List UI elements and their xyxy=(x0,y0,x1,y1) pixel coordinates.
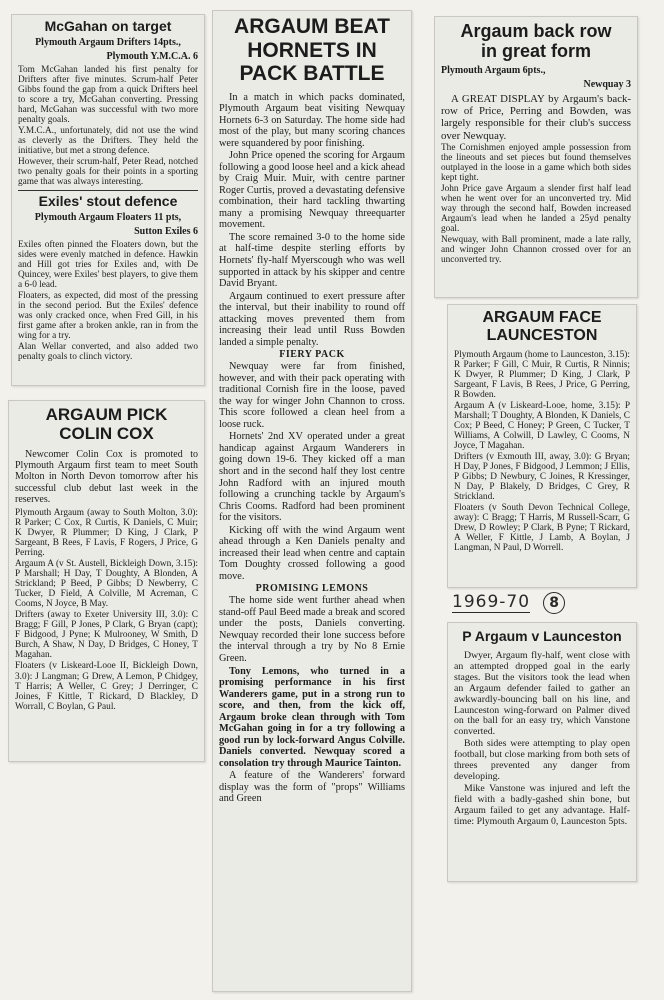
sheet-number: 8 xyxy=(543,592,565,614)
hornets-subheading: PROMISING LEMONS xyxy=(255,583,369,595)
launceston-paragraph: Mike Vanstone was injured and left the field with a badly-gashed shin bone, but Argaum failed to get any advantage. Half-time: Plymouth Argaum 0, Launceston 5pts. xyxy=(454,783,630,828)
face-team-list: Argaum A (v Liskeard-Looe, home, 3.15): P Marshall; T Doughty, A Blonden, K Daniels, C Cox; P Beed, C Honey; P Green, C Tucker, T Williams, A Colwill, D Lawley, C Cooms, N Joyce, T Magahan. xyxy=(454,400,630,452)
clipping-back-row xyxy=(434,16,638,298)
hornets-paragraph: Argaum continued to exert pressure after the interval, but their inability to round off attacking moves prevented them from increasing their lead until Russ Bowden landed a simple penalty. xyxy=(219,290,405,348)
hornets-paragraph: The score remained 3-0 to the home side at half-time despite sterling efforts by Hornets' fly-half Myerscough who was well supported in attack by his skipper and centre David Bryant. xyxy=(219,231,405,290)
clipping-hornets xyxy=(212,10,412,992)
handwritten-season-note xyxy=(452,592,632,618)
divider xyxy=(18,190,198,191)
clipping-argaum-face xyxy=(447,304,637,588)
cox-headline-line-2: COLIN COX xyxy=(59,424,154,444)
hornets-headline-line-3: PACK BATTLE xyxy=(239,62,385,86)
backrow-paragraph: Newquay, with Ball prominent, made a late rally, and winger John Channon crossed over for an unconverted try. xyxy=(441,234,631,265)
mcgahan-paragraph: Y.M.C.A., unfortunately, did not use the wind as cleverly as the Drifters. They held the initiative, but met a strong defence. xyxy=(18,125,198,156)
launceston-paragraph: Dwyer, Argaum fly-half, went close with an attempted dropped goal in the early stages. But the visitors took the lead when an Argaum defender failed to gather an awkwardly-bouncing ball on his line, and Launceston wing-forward on Palmer dived on the ball for an easy try, which Vanstone converted. xyxy=(454,649,630,738)
launceston-paragraph: Both sides were attempting to play open football, but close marking from both sets of threes prevented any danger from developing. xyxy=(454,738,630,783)
clipping-launceston-match xyxy=(447,622,637,882)
hornets-paragraph: A feature of the Wanderers' forward display was the form of "props" Williams and Green xyxy=(219,770,405,805)
launceston-headline: P Argaum v Launceston xyxy=(462,628,622,644)
exiles-score-away: Sutton Exiles 6 xyxy=(134,225,198,237)
hornets-headline-line-1: ARGAUM BEAT xyxy=(234,15,390,38)
hornets-paragraph: Newquay were far from finished, however, and with their pack operating with traditional Cornish fire in the loose, paved the way for winger John Channon to cross. This score followed a clean heel from a loose ruck. xyxy=(219,361,405,430)
exiles-paragraph: Exiles often pinned the Floaters down, but the sides were evenly matched in defence. Hawkin and Hill got tries for Exiles and, with De Quincey, were Exiles' best players, to give them a 6-0 lead. xyxy=(18,239,198,290)
hornets-paragraph: John Price opened the scoring for Argaum following a good loose heel and a kick ahead by Craig Muir. Muir, with centre partner Roger Curtis, proved a devastating defensive combination, their hard tackling thwarting many a promising Newquay threequarter movement. xyxy=(219,150,405,231)
face-headline-line-1: ARGAUM FACE xyxy=(482,309,602,326)
backrow-paragraph: John Price gave Argaum a slender first half lead when he went over for an unconverted try. Mid way through the second half, Bowden increased Argaum's lead when he landed a 25yd penalty goal. xyxy=(441,183,631,234)
hornets-paragraph: In a match in which packs dominated, Plymouth Argaum beat visiting Newquay Hornets 6-3 on Saturday. The home side had most of the play, but many scoring chances were squandered by poor finishing. xyxy=(219,91,405,149)
exiles-paragraph: Floaters, as expected, did most of the pressing in the second period. But the Exiles' defence was only cracked once, when Fred Gill, in his first game after a broken ankle, ran in from the wing for a try. xyxy=(18,290,198,341)
hornets-paragraph: Kicking off with the wind Argaum went ahead through a Ken Daniels penalty and increased their lead when centre and captain Tom Doughty crossed following a good move. xyxy=(219,524,405,582)
face-team-list: Drifters (v Exmouth III, away, 3.0): G Bryan; H Day, P Jones, F Bidgood, J Lemmon; J Ellis, P Gibbs; D Newbury, C Joines, R Kressinger, N Day, P Blakely, D Bridges, C Grey, R Strickland. xyxy=(454,452,630,503)
hornets-paragraph: Tony Lemons, who turned in a promising performance in his first Wanderers game, put in a strong run to score, and then, from the kick off, Argaum broke clean through with Tom McGahan going in for a try following a good run by lock-forward Angus Colville. Daniels converted. Newquay scored a consolation try through Maurice Tainton. xyxy=(219,665,405,769)
exiles-score-home: Plymouth Argaum Floaters 11 pts, xyxy=(34,211,182,223)
hornets-paragraph: The home side went further ahead when stand-off Paul Beed made a break and scored under the posts, Daniels converting. Newquay recorded their lone success before the interval through a try by No 8 Ernie Green. xyxy=(219,595,405,664)
cox-headline-line-1: ARGAUM PICK xyxy=(45,405,168,424)
exiles-paragraph: Alan Wellar converted, and also added two penalty goals to clinch victory. xyxy=(18,342,198,363)
face-headline-line-2: LAUNCESTON xyxy=(486,326,598,344)
mcgahan-score-home: Plymouth Argaum Drifters 14pts., xyxy=(35,36,181,48)
clipping-argaum-pick xyxy=(8,400,205,762)
backrow-headline-line-2: in great form xyxy=(480,41,591,62)
exiles-headline: Exiles' stout defence xyxy=(38,193,178,210)
backrow-score-away: Newquay 3 xyxy=(583,79,631,91)
cox-team-list: Argaum A (v St. Austell, Bickleigh Down, 3.15): P Marshall; H Day, T Doughty, A Blonden, A Strickland; P Beed, P Gibbs; D Newberry, C Tucker, D Field, A Colville, M Acreman, C Cooms, N Joyce, B May. xyxy=(15,559,198,610)
season-label: 1969-70 xyxy=(452,592,531,612)
hornets-headline-line-2: HORNETS IN xyxy=(247,38,377,62)
cox-team-list: Plymouth Argaum (away to South Molton, 3.0): R Parker; C Cox, R Curtis, K Daniels, C Muir; K Dwyer, R Plummer; D King, J Clark, P Sargeant, B Rees, F Lavis, F Rogers, J Price, G Perring. xyxy=(15,508,198,559)
cox-team-list: Floaters (v Liskeard-Looe II, Bickleigh Down, 3.0): J Langman; G Drew, A Lemon, P Chidgey, T Harris; A Weller, C Grey; J Derringer, C Joines, F Kittle, T Rickard, D Blackley, D Worrall, C Boylan, G Paul. xyxy=(15,661,198,712)
hornets-subheading: FIERY PACK xyxy=(279,349,345,361)
backrow-headline-line-1: Argaum back row xyxy=(460,21,612,41)
clipping-mcgahan-exiles xyxy=(11,14,205,386)
hornets-paragraph: Hornets' 2nd XV operated under a great handicap against Argaum Wanderers in going down 19-6. They kicked off a man short and in the second half they lost centre John Radford with an injured mouth following a crunching tackle by Argaum's Chris Cooms. Radford had been prominent for the visitors. xyxy=(219,431,405,524)
cox-intro: Newcomer Colin Cox is promoted to Plymouth Argaum first team to meet South Molton in North Devon tomorrow after his successful club debut last week in the reserves. xyxy=(15,449,198,505)
backrow-paragraph: The Cornishmen enjoyed ample possession from the lineouts and set pieces but found themselves outplayed in the loose in a game which both sides kept tight. xyxy=(441,142,631,183)
face-team-list: Floaters (v South Devon Technical College, away): C Bragg; T Harris, M Russell-Scarr, G Drew, D Rowley; P Clark, B Pyne; T Rickard, A Weller, F Kittle, J Lamb, A Boylan, J Langman, N Paul, D Worrell. xyxy=(454,503,630,554)
backrow-paragraph: A GREAT DISPLAY by Argaum's back-row of Price, Perring and Bowden, was largely responsible for their club's success over Newquay. xyxy=(441,93,631,142)
mcgahan-headline: McGahan on target xyxy=(44,18,172,34)
face-team-list: Plymouth Argaum (home to Launceston, 3.15): R Parker; F Gill, C Muir, R Curtis, R Ninnis; K Dwyer, R Plummer; D King, J Clark, P Sargeant, F Lavis, B Rees, J Price, G Perring, R Bowden. xyxy=(454,349,630,400)
cox-team-list: Drifters (away to Exeter University III, 3.0): C Bragg; F Gill, P Jones, P Clark, G Bryan (capt); F Bidgood, J Pyne; K Mulrooney, W Smith, D Burch, A Shaw, N Day, D Bridges, C Honey, T Magahan. xyxy=(15,610,198,661)
mcgahan-paragraph: Tom McGahan landed his first penalty for Drifters after five minutes. Scrum-half Peter Gibbs found the gap from a quick Drifters heel to score a try, McGahan converting. Pressing hard, McGahan was successful with two more penalty goals. xyxy=(18,64,198,125)
mcgahan-score-away: Plymouth Y.M.C.A. 6 xyxy=(106,50,198,62)
mcgahan-paragraph: However, their scrum-half, Peter Read, notched two penalty goals for their points in a sporting game that was always interesting. xyxy=(18,156,198,188)
backrow-score-home: Plymouth Argaum 6pts., xyxy=(441,65,546,77)
